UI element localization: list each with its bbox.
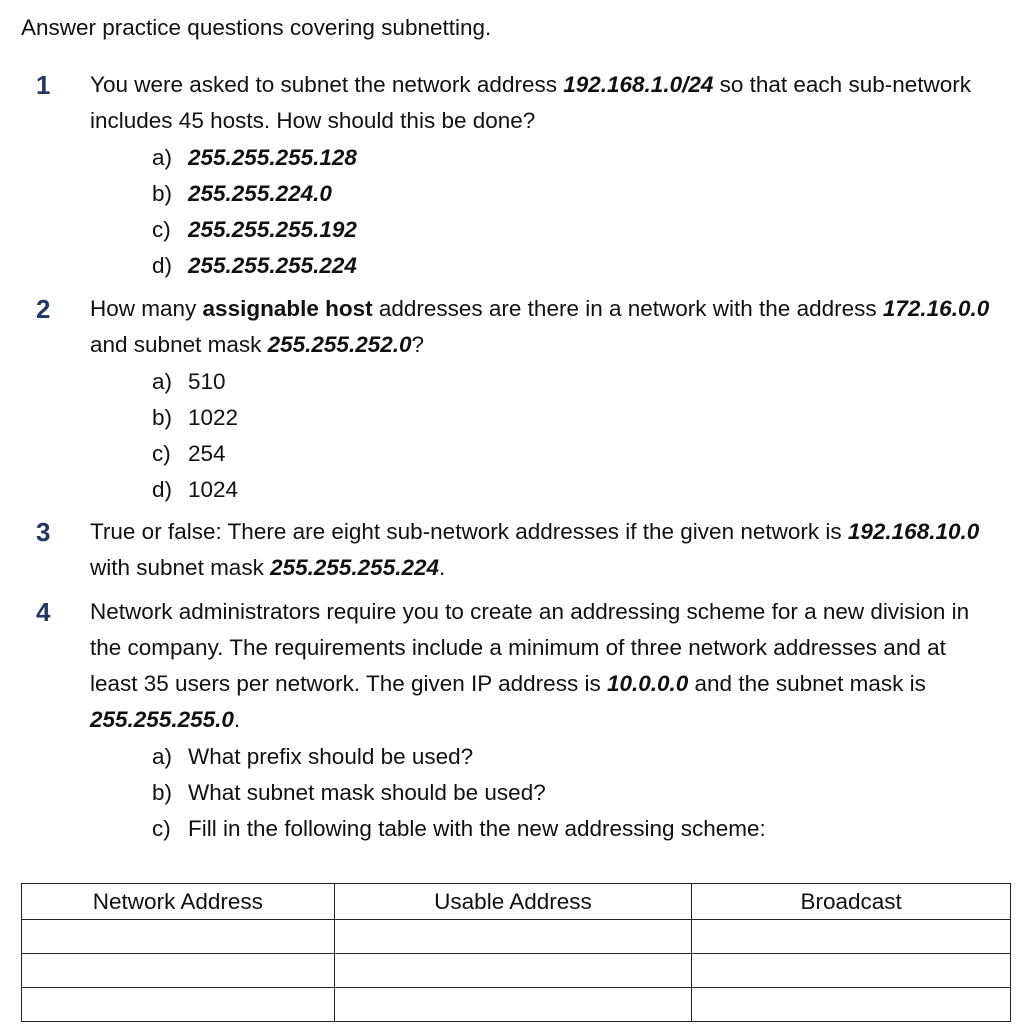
sub-question: c) Fill in the following table with the new addressing scheme: bbox=[152, 816, 766, 841]
answer-options bbox=[152, 739, 766, 847]
question-text: Network administrators require you to create an addressing scheme for a new division in the company. The requirements include a minimum of three network addresses and at least 35 users per network. The given IP address is 10.0.0.0 and the subnet mask is 255.255.255.0. bbox=[90, 599, 970, 732]
instructions: Answer practice questions covering subnetting. bbox=[21, 15, 492, 40]
question-text: How many assignable host addresses are there in a network with the address 172.16.0.0 and subnet mask 255.255.252.0? bbox=[90, 296, 990, 357]
answer-option: b) 255.255.224.0 bbox=[152, 181, 332, 206]
table-cell[interactable] bbox=[22, 988, 335, 1022]
answer-option: a) 510 bbox=[152, 369, 226, 394]
table-row bbox=[22, 954, 1011, 988]
header-broadcast: Broadcast bbox=[692, 884, 1011, 920]
table-cell[interactable] bbox=[22, 920, 335, 954]
table-cell[interactable] bbox=[334, 954, 692, 988]
table-cell[interactable] bbox=[22, 954, 335, 988]
answer-option: c) 255.255.255.192 bbox=[152, 217, 357, 242]
header-network-address: Network Address bbox=[22, 884, 335, 920]
table-row bbox=[22, 920, 1011, 954]
question-text: You were asked to subnet the network address 192.168.1.0/24 so that each sub-network includes 45 hosts. How should this be done? bbox=[90, 72, 971, 133]
answer-option: d) 255.255.255.224 bbox=[152, 253, 357, 278]
question-number: 3 bbox=[36, 517, 51, 547]
table-cell[interactable] bbox=[692, 920, 1011, 954]
table-cell[interactable] bbox=[692, 988, 1011, 1022]
table-header-row bbox=[22, 884, 1011, 920]
question-number: 4 bbox=[36, 597, 51, 627]
table-cell[interactable] bbox=[334, 988, 692, 1022]
answer-option: d) 1024 bbox=[152, 477, 239, 502]
sub-question: b) What subnet mask should be used? bbox=[152, 780, 546, 805]
question-number: 1 bbox=[36, 70, 51, 100]
answer-options bbox=[152, 364, 238, 508]
question-text: True or false: There are eight sub-network addresses if the given network is 192.168.10.0 with subnet mask 255.255.255.224. bbox=[90, 519, 980, 580]
answer-option: c) 254 bbox=[152, 441, 226, 466]
answer-option: b) 1022 bbox=[152, 405, 239, 430]
sub-question: a) What prefix should be used? bbox=[152, 744, 474, 769]
table-cell[interactable] bbox=[334, 920, 692, 954]
table-cell[interactable] bbox=[692, 954, 1011, 988]
answer-options bbox=[152, 140, 357, 284]
header-usable-address: Usable Address bbox=[334, 884, 692, 920]
answer-option: a) 255.255.255.128 bbox=[152, 145, 357, 170]
question-number: 2 bbox=[36, 294, 51, 324]
table-row bbox=[22, 988, 1011, 1022]
addressing-table bbox=[21, 883, 1011, 1022]
